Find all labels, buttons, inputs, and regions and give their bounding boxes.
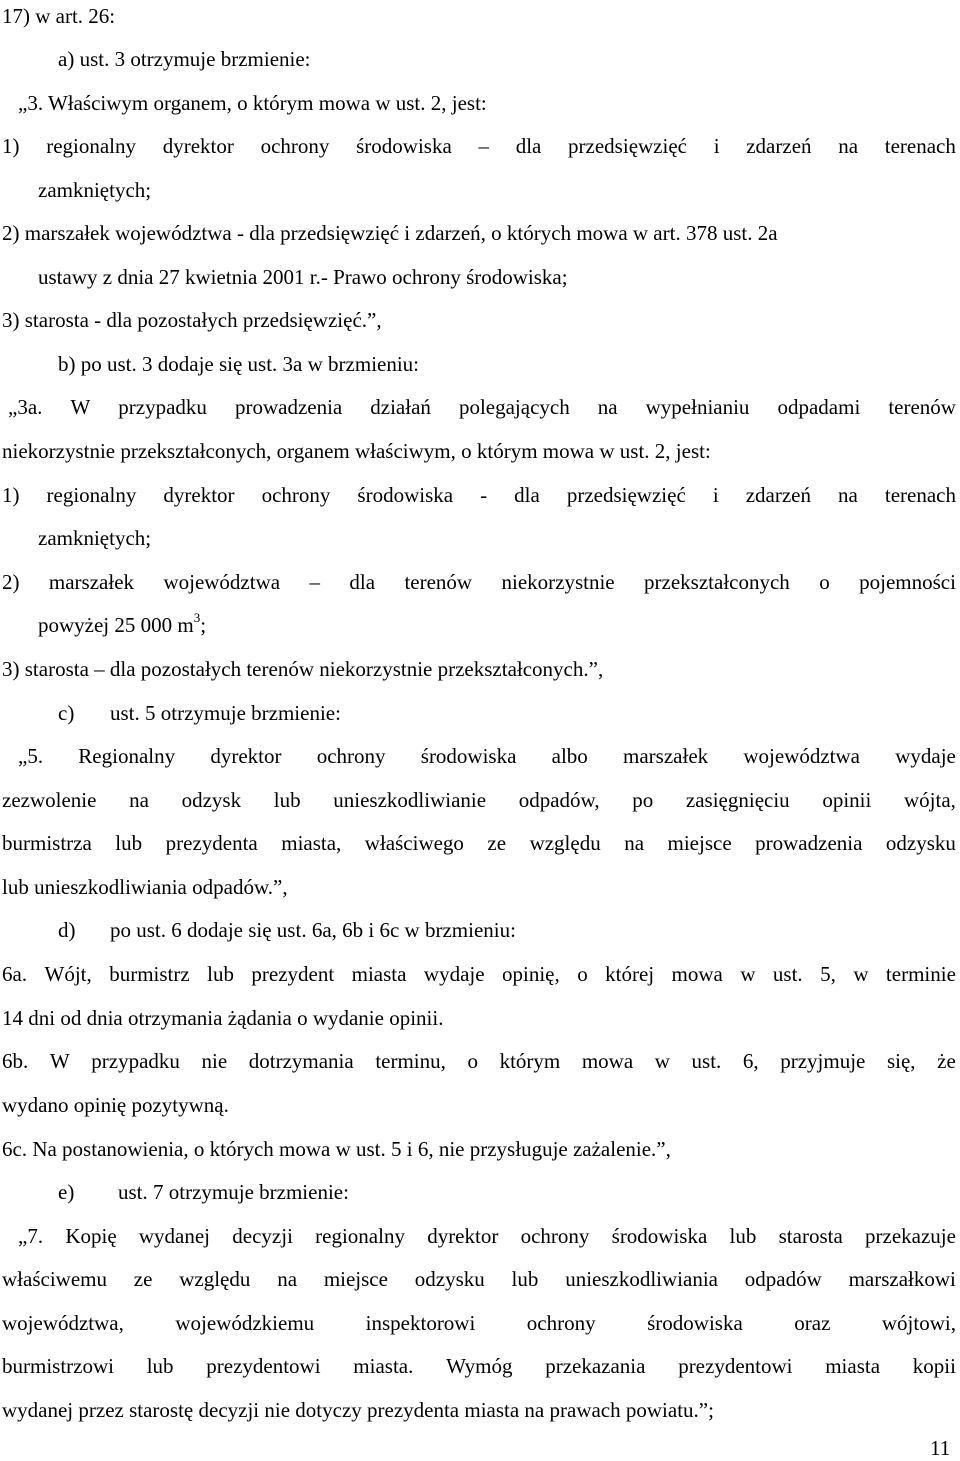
word: ze: [133, 1267, 153, 1291]
word: wójtowi,: [881, 1311, 956, 1335]
word: prezydentowi: [206, 1354, 321, 1378]
word: odzysku: [885, 831, 956, 855]
text-line: 17) w art. 26:: [2, 4, 116, 28]
word: inspektorowi: [365, 1311, 476, 1335]
word: wydaje: [895, 744, 956, 768]
word: na: [624, 831, 645, 855]
word: województwa,: [2, 1311, 124, 1335]
word: pojemności: [859, 570, 956, 594]
word: miasta.: [353, 1354, 414, 1378]
word: i: [713, 134, 720, 158]
word: dyrektor: [163, 483, 235, 507]
text-line: zamkniętych;: [38, 178, 152, 202]
word: względu: [529, 831, 601, 855]
word: terenów: [404, 570, 473, 594]
text-line: [8, 395, 956, 419]
word: wójta,: [904, 788, 956, 812]
word: środowiska: [357, 483, 454, 507]
word: 6,: [742, 1049, 759, 1073]
word: miasta: [825, 1354, 881, 1378]
word: i: [712, 483, 719, 507]
text-line: [2, 831, 956, 855]
word: kopii: [912, 1354, 956, 1378]
text-line: 3) starosta - dla pozostałych przedsięwzięć.”,: [2, 308, 382, 332]
word: ochrony: [316, 744, 386, 768]
word: opinii: [822, 788, 872, 812]
text-line: zamkniętych;: [38, 526, 152, 550]
text-line: 3) starosta – dla pozostałych terenów niekorzystnie przekształconych.”,: [2, 657, 604, 681]
word: zezwolenie: [2, 788, 97, 812]
word: ust.: [691, 1049, 722, 1073]
word: –: [478, 134, 489, 158]
word: dyrektor: [427, 1224, 499, 1248]
text-line: „3. Właściwym organem, o którym mowa w ust. 2, jest:: [18, 91, 487, 115]
word: prowadzenia: [755, 831, 863, 855]
word: terminu,: [375, 1049, 446, 1073]
text-fragment: powyżej 25 000 m: [38, 613, 194, 637]
word: ochrony: [526, 1311, 596, 1335]
text-line: niekorzystnie przekształconych, organem właściwym, o którym mowa w ust. 2, jest:: [2, 439, 711, 463]
word: prezydent: [251, 962, 335, 986]
word: marszałek: [48, 570, 135, 594]
word: zdarzeń: [746, 134, 812, 158]
word: której: [605, 962, 655, 986]
word: polegających: [458, 395, 570, 419]
word: dyrektor: [210, 744, 282, 768]
word: 5,: [820, 962, 836, 986]
word: marszałek: [623, 744, 709, 768]
word: ochrony: [260, 134, 330, 158]
word: zdarzeń: [745, 483, 811, 507]
word: wydanej: [138, 1224, 211, 1248]
word: dla: [349, 570, 376, 594]
text-line: ust. 7 otrzymuje brzmienie:: [118, 1180, 349, 1204]
text-line: 14 dni od dnia otrzymania żądania o wydanie opinii.: [2, 1006, 444, 1030]
word: burmistrzowi: [2, 1354, 114, 1378]
word: oraz: [794, 1311, 831, 1335]
word: terenów: [888, 395, 956, 419]
page-number: 11: [930, 1436, 951, 1460]
word: 1): [2, 134, 20, 158]
word: na: [277, 1267, 298, 1291]
text-line: [2, 962, 956, 986]
word: ust.: [772, 962, 803, 986]
word: W: [49, 1049, 70, 1073]
text-line: [2, 570, 956, 594]
word: odpadów,: [518, 788, 600, 812]
word: właściwemu: [2, 1267, 107, 1291]
text-line: b) po ust. 3 dodaje się ust. 3a w brzmieniu:: [58, 352, 420, 376]
text-line: [2, 1049, 956, 1073]
word: unieszkodliwianie: [333, 788, 487, 812]
text-line: [2, 1311, 956, 1335]
text-line: a) ust. 3 otrzymuje brzmienie:: [58, 47, 311, 71]
text-line: po ust. 6 dodaje się ust. 6a, 6b i 6c w brzmieniu:: [110, 918, 516, 942]
word: przedsięwzięć: [568, 134, 687, 158]
word: Wójt,: [44, 962, 92, 986]
word: starosta: [778, 1224, 843, 1248]
word: środowiska: [611, 1224, 708, 1248]
word: odzysk: [181, 788, 242, 812]
word: lub: [729, 1224, 757, 1248]
word: na: [597, 395, 618, 419]
text-line: [2, 483, 956, 507]
word: 6b.: [2, 1049, 29, 1073]
word: środowiska: [356, 134, 452, 158]
word: decyzji: [232, 1224, 293, 1248]
word: w: [853, 962, 869, 986]
word: burmistrza: [2, 831, 92, 855]
word: przyjmuje: [780, 1049, 866, 1073]
word: „5.: [18, 744, 44, 768]
word: miejsce: [323, 1267, 388, 1291]
word: prowadzenia: [234, 395, 343, 419]
word: odpadów: [744, 1267, 822, 1291]
word: W: [70, 395, 91, 419]
word: dla: [514, 483, 540, 507]
word: 6a.: [2, 962, 28, 986]
word: regionalny: [46, 134, 137, 158]
text-line: 2) marszałek województwa - dla przedsięwzięć i zdarzeń, o których mowa w art. 378 ust. 2a: [2, 221, 778, 245]
word: dotrzymania: [248, 1049, 354, 1073]
word: na: [838, 483, 858, 507]
word: mowa: [671, 962, 723, 986]
word: przekształconych: [644, 570, 790, 594]
word: się,: [886, 1049, 916, 1073]
text-line: wydano opinię pozytywną.: [2, 1093, 229, 1117]
word: ochrony: [520, 1224, 590, 1248]
word: miejsce: [667, 831, 732, 855]
word: przypadku: [118, 395, 207, 419]
word: prezydenta: [165, 831, 258, 855]
word: 2): [2, 570, 20, 594]
text-line: [38, 610, 207, 637]
word: o: [819, 570, 830, 594]
word: po: [632, 788, 654, 812]
word: mowa: [581, 1049, 634, 1073]
word: burmistrz: [109, 962, 190, 986]
word: prezydentowi: [678, 1354, 793, 1378]
text-line: e): [58, 1180, 75, 1204]
text-line: ustawy z dnia 27 kwietnia 2001 r.- Prawo ochrony środowiska;: [38, 265, 568, 289]
text-line: [18, 744, 956, 768]
word: unieszkodliwiania: [565, 1267, 718, 1291]
text-fragment: ;: [200, 613, 207, 637]
word: województwa: [743, 744, 861, 768]
word: lub: [511, 1267, 539, 1291]
text-line: [18, 1224, 956, 1248]
word: miasta,: [281, 831, 342, 855]
word: wypełnianiu: [645, 395, 750, 419]
word: o: [577, 962, 588, 986]
word: terenach: [884, 134, 956, 158]
word: lub: [146, 1354, 174, 1378]
text-line: 6c. Na postanowienia, o których mowa w ust. 5 i 6, nie przysługuje zażalenie.”,: [2, 1137, 671, 1161]
text-line: [2, 1354, 956, 1378]
word: odpadami: [777, 395, 861, 419]
word: Wymóg: [446, 1354, 513, 1378]
word: odzysku: [414, 1267, 485, 1291]
word: działań: [370, 395, 431, 419]
word: na: [838, 134, 859, 158]
word: ze: [487, 831, 507, 855]
word: miasta: [351, 962, 407, 986]
word: Regionalny: [78, 744, 176, 768]
word: względu: [179, 1267, 251, 1291]
word: terminie: [885, 962, 956, 986]
word: wojewódzkiemu: [175, 1311, 315, 1335]
text-line: [2, 788, 956, 812]
word: dyrektor: [162, 134, 234, 158]
word: wydaje: [423, 962, 485, 986]
word: „3a.: [8, 395, 43, 419]
word: „7.: [18, 1224, 44, 1248]
word: marszałkowi: [848, 1267, 956, 1291]
word: regionalny: [46, 483, 137, 507]
word: właściwego: [364, 831, 464, 855]
word: nie: [201, 1049, 228, 1073]
word: środowiska: [647, 1311, 743, 1335]
word: 1): [2, 483, 20, 507]
word: albo: [551, 744, 588, 768]
text-line: ust. 5 otrzymuje brzmienie:: [110, 701, 341, 725]
word: Kopię: [65, 1224, 117, 1248]
word: w: [654, 1049, 670, 1073]
word: opinię,: [502, 962, 560, 986]
word: przypadku: [91, 1049, 180, 1073]
word: o: [467, 1049, 478, 1073]
text-line: [2, 134, 956, 158]
word: lub: [207, 962, 234, 986]
text-line: wydanej przez starostę decyzji nie dotyczy prezydenta miasta na prawach powiatu.”;: [2, 1398, 714, 1422]
word: niekorzystnie: [501, 570, 615, 594]
word: ochrony: [261, 483, 331, 507]
text-line: d): [58, 918, 76, 942]
word: na: [129, 788, 149, 812]
text-line: lub unieszkodliwiania odpadów.”,: [2, 875, 288, 899]
word: środowiska: [420, 744, 517, 768]
word: zasięgnięciu: [685, 788, 790, 812]
word: przekazuje: [865, 1224, 956, 1248]
word: że: [937, 1049, 956, 1073]
word: regionalny: [315, 1224, 405, 1248]
word: którym: [499, 1049, 561, 1073]
word: dla: [515, 134, 542, 158]
word: lub: [273, 788, 301, 812]
superscript: 3: [193, 610, 201, 625]
word: w: [740, 962, 756, 986]
word: przekazania: [545, 1354, 646, 1378]
text-line: [2, 1267, 956, 1291]
word: –: [309, 570, 320, 594]
word: -: [480, 483, 488, 507]
word: przedsięwzięć: [566, 483, 686, 507]
word: województwa: [163, 570, 281, 594]
word: terenach: [884, 483, 956, 507]
word: lub: [115, 831, 143, 855]
text-line: c): [58, 701, 75, 725]
